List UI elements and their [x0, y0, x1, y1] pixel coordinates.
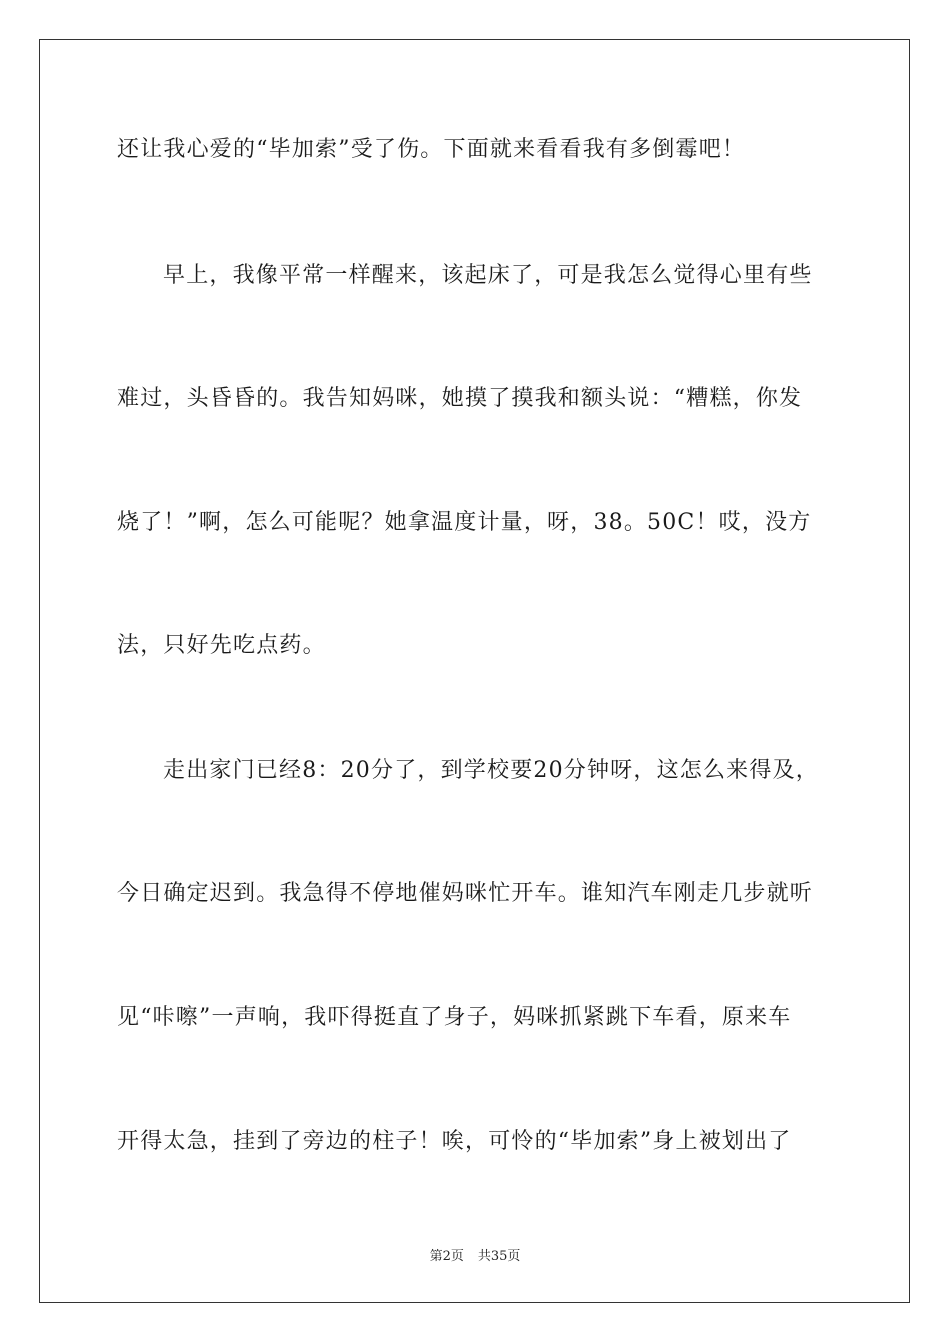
text-line-7: 今日确定迟到。我急得不停地催妈咪忙开车。谁知汽车刚走几步就听 [117, 881, 814, 906]
text-line-2: 早上，我像平常一样醒来，该起床了，可是我怎么觉得心里有些 [163, 263, 813, 288]
page-total: 共35页 [477, 1249, 521, 1264]
text-line-4: 烧了！”啊，怎么可能呢？她拿温度计量，呀，38。50C！哎，没方 [117, 510, 812, 535]
text-line-9: 开得太急，挂到了旁边的柱子！唉，可怜的“毕加索”身上被划出了 [117, 1129, 792, 1154]
page-number: 第2页 [429, 1249, 464, 1264]
text-line-1: 还让我心爱的“毕加索”受了伤。下面就来看看我有多倒霉吧！ [117, 137, 746, 162]
text-line-6: 走出家门已经8：20分了，到学校要20分钟呀，这怎么来得及， [163, 758, 819, 783]
text-line-5: 法，只好先吃点药。 [117, 633, 326, 658]
text-line-8: 见“咔嚓”一声响，我吓得挺直了身子，妈咪抓紧跳下车看，原来车 [117, 1005, 792, 1030]
text-line-3: 难过，头昏昏的。我告知妈咪，她摸了摸我和额头说：“糟糕，你发 [117, 386, 803, 411]
page-border [39, 39, 910, 1303]
page-footer [0, 1249, 950, 1265]
